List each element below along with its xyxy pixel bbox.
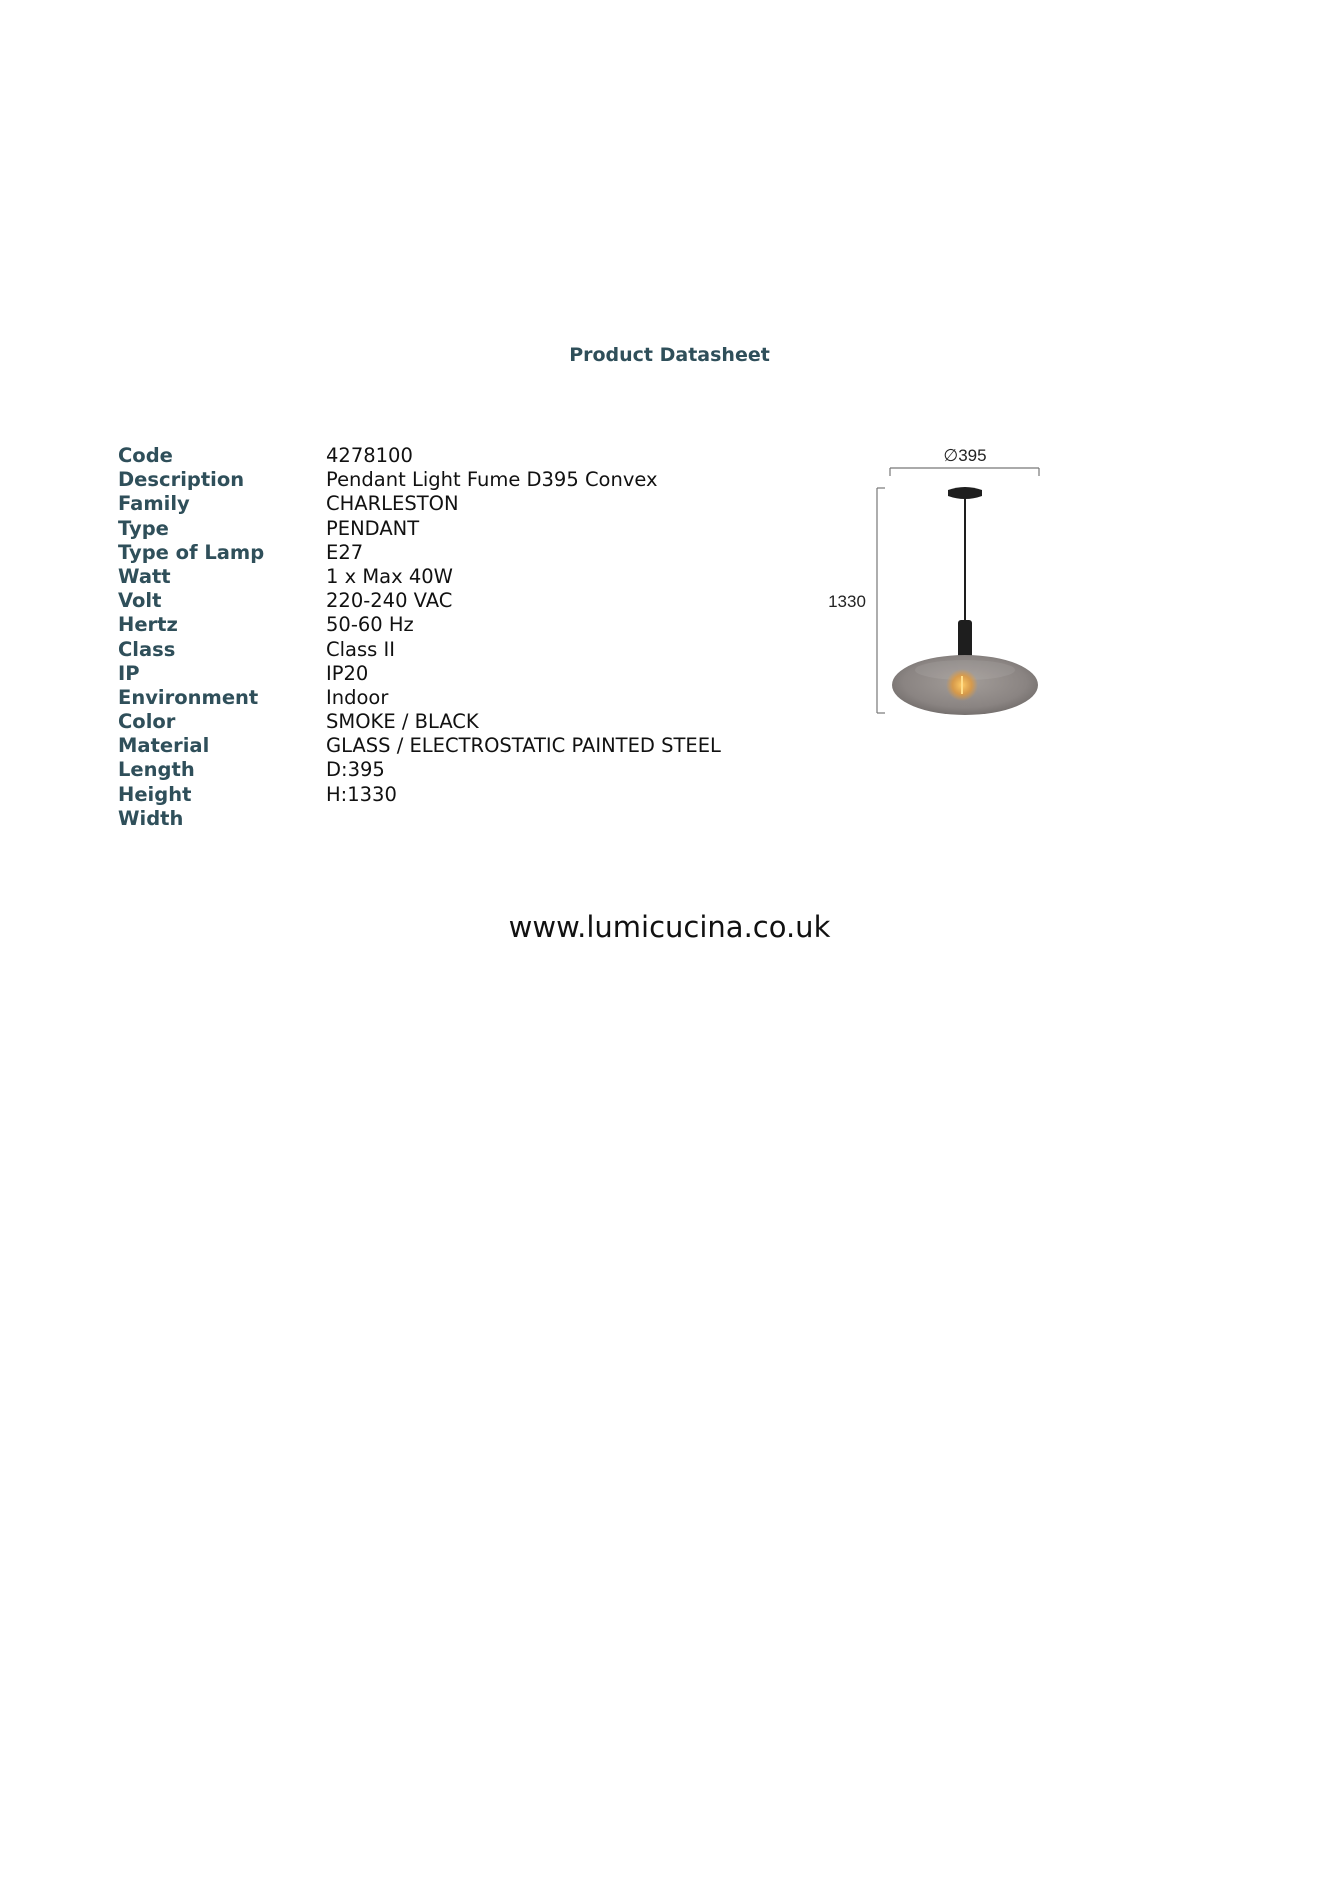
diameter-dimension xyxy=(890,446,1039,476)
diameter-label: ∅395 xyxy=(943,446,987,465)
height-label: 1330 xyxy=(828,592,866,611)
spec-value: 1 x Max 40W xyxy=(326,564,453,588)
spec-label: Environment xyxy=(118,685,259,709)
spec-label: Height xyxy=(118,782,192,806)
spec-label: IP xyxy=(118,661,140,685)
spec-value: H:1330 xyxy=(326,782,397,806)
spec-label: Type xyxy=(118,516,169,540)
spec-label: Length xyxy=(118,758,195,782)
spec-value: SMOKE / BLACK xyxy=(326,710,479,734)
spec-value: 220-240 VAC xyxy=(326,589,453,613)
spec-label: Width xyxy=(118,806,184,830)
spec-label: Material xyxy=(118,734,210,758)
spec-value: E27 xyxy=(326,540,364,564)
spec-label: Family xyxy=(118,492,190,516)
spec-value: 4278100 xyxy=(326,444,413,467)
spec-label: Type of Lamp xyxy=(118,540,265,564)
spec-label: Volt xyxy=(118,589,162,613)
spec-value: Class II xyxy=(326,637,396,661)
page-title: Product Datasheet xyxy=(569,344,770,366)
website-link[interactable]: www.lumicucina.co.uk xyxy=(508,910,831,944)
spec-label: Class xyxy=(118,637,176,661)
spec-value: 50-60 Hz xyxy=(326,613,414,637)
spec-value: GLASS / ELECTROSTATIC PAINTED STEEL xyxy=(326,734,721,758)
spec-value: CHARLESTON xyxy=(326,492,459,516)
product-drawing xyxy=(820,440,1050,720)
spec-label: Code xyxy=(118,444,173,467)
pendant-lamp-image xyxy=(892,487,1038,715)
spec-value: IP20 xyxy=(326,661,369,685)
spec-value: Pendant Light Fume D395 Convex xyxy=(326,468,658,492)
spec-value: PENDANT xyxy=(326,516,420,540)
height-dimension xyxy=(828,488,885,713)
spec-label: Hertz xyxy=(118,613,178,637)
spec-value: D:395 xyxy=(326,758,385,782)
spec-label: Color xyxy=(118,710,176,734)
spec-label: Watt xyxy=(118,564,171,588)
spec-label: Description xyxy=(118,468,245,492)
spec-value: Indoor xyxy=(326,685,389,709)
